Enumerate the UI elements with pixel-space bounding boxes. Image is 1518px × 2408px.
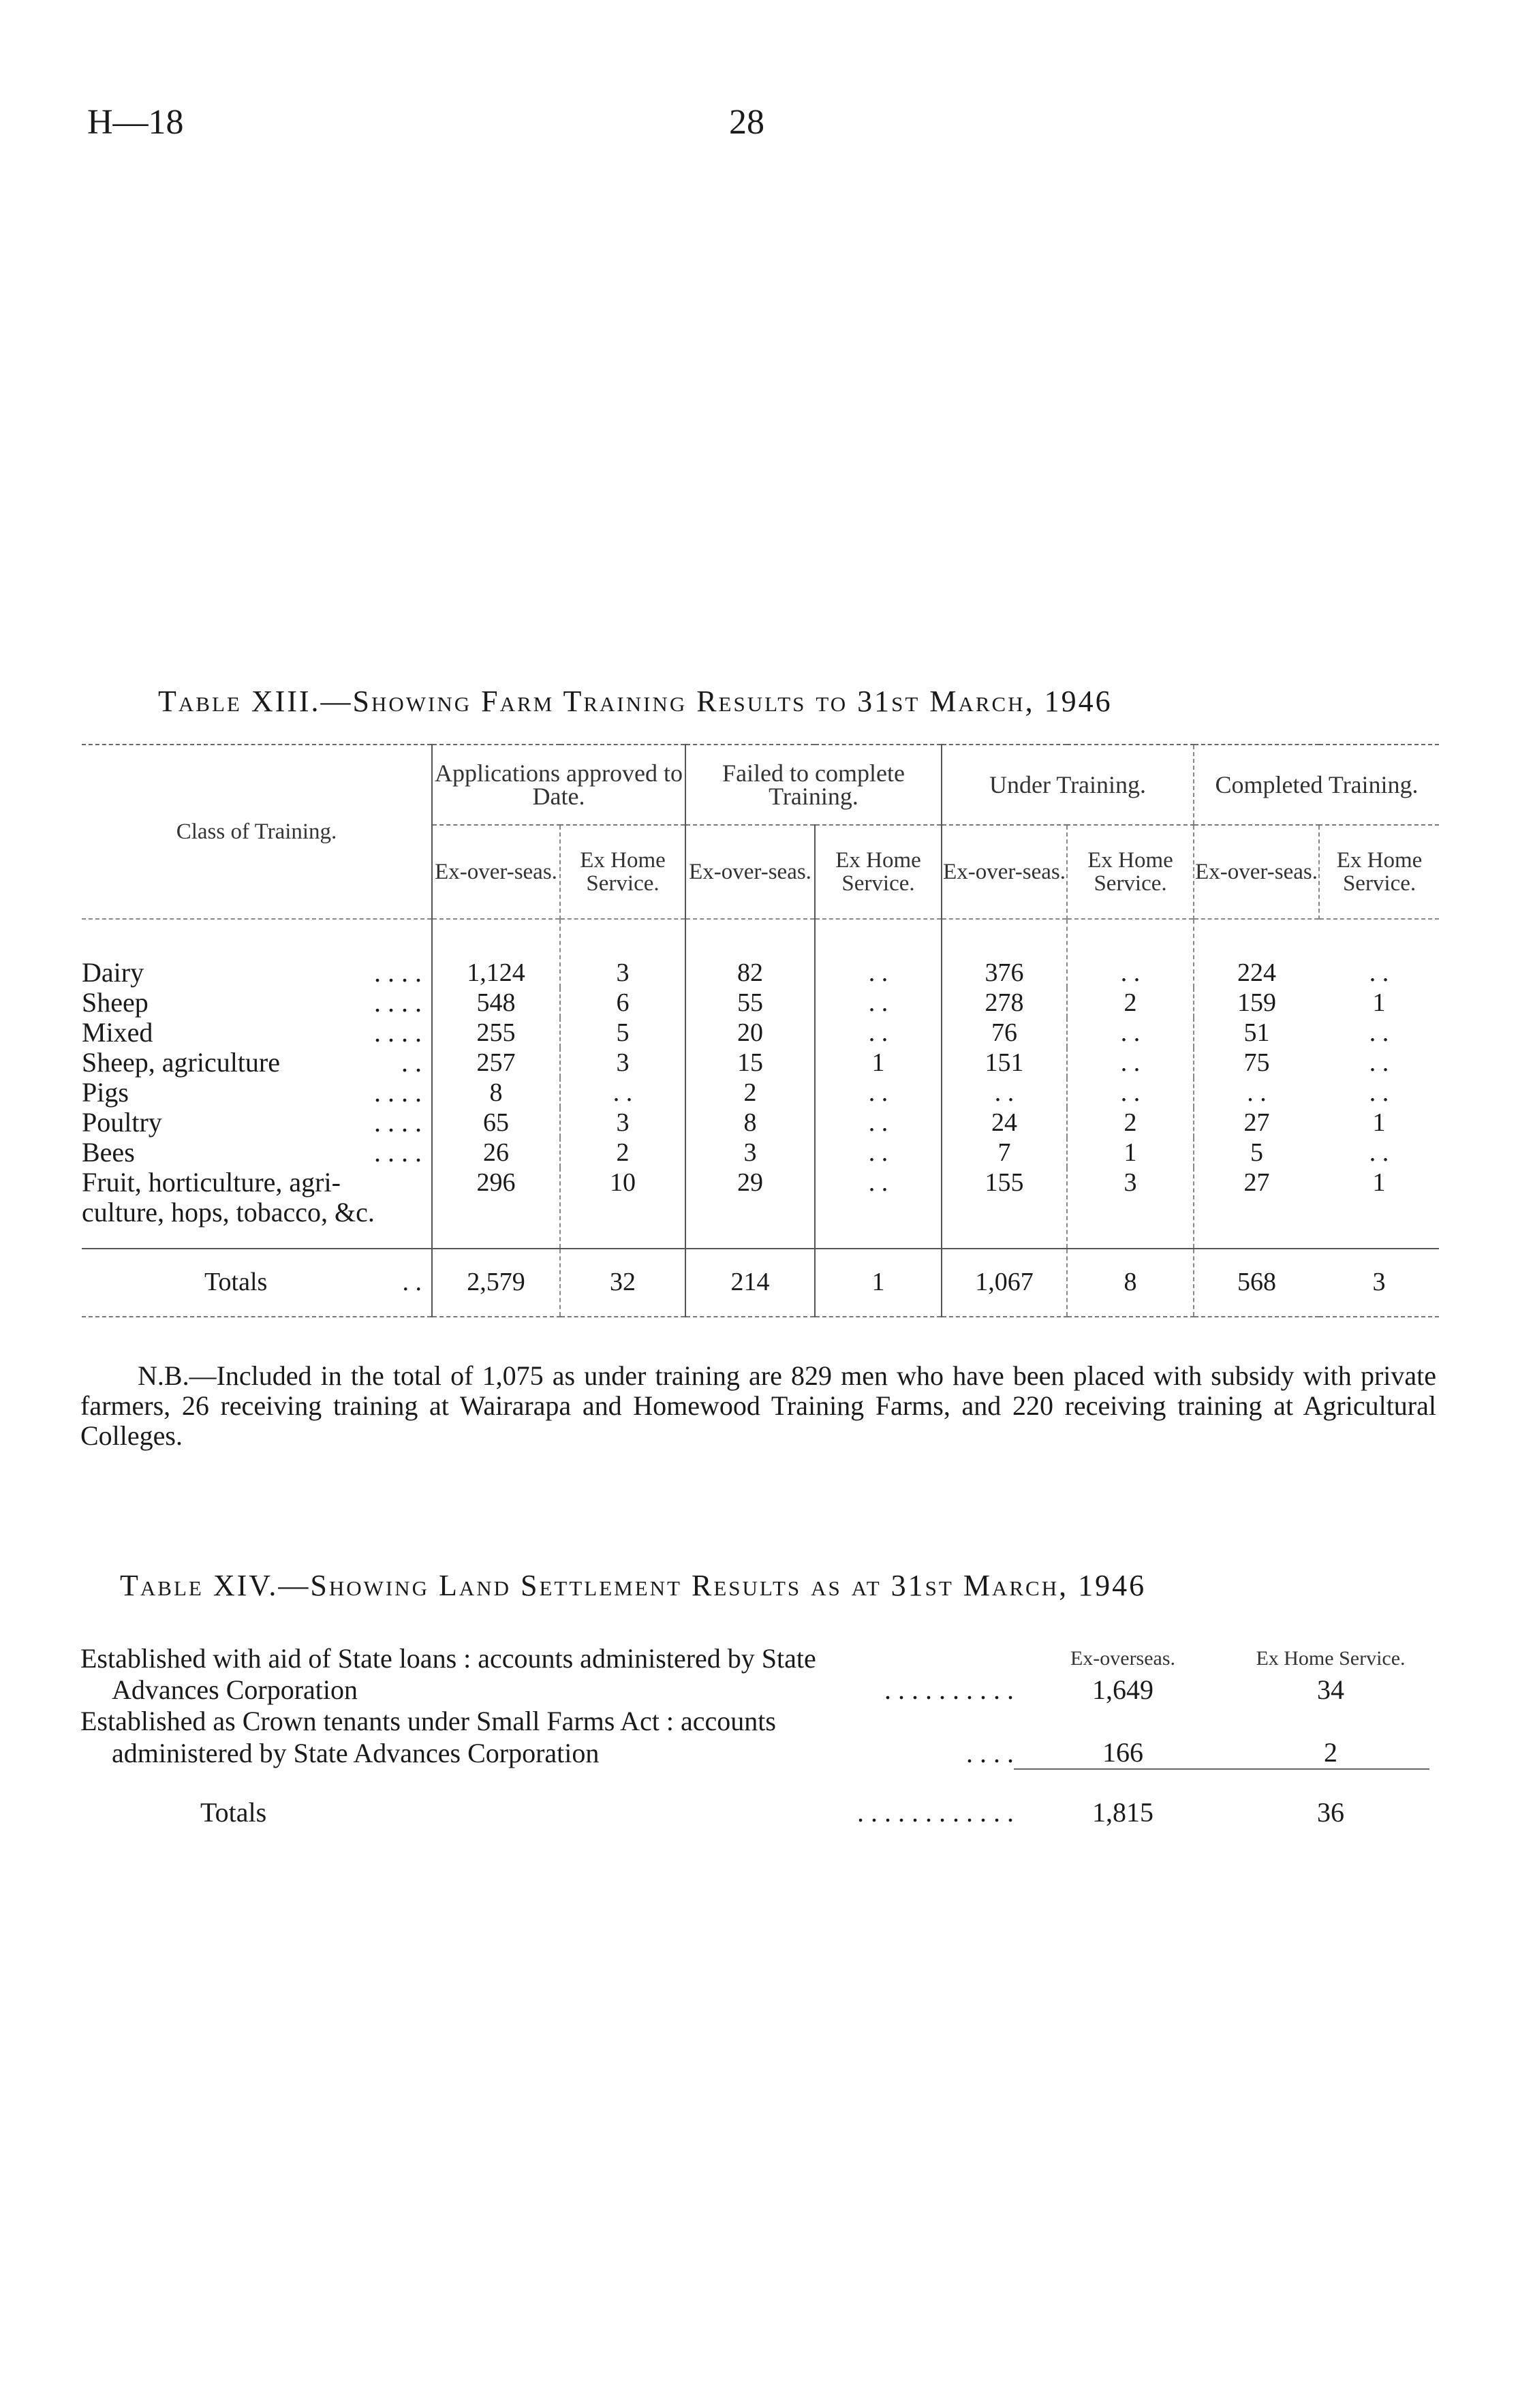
row-label [80, 1737, 1014, 1769]
totals-label: Totals [200, 1797, 267, 1828]
table-row [82, 1168, 1439, 1249]
table-cell: 2 [685, 1078, 815, 1108]
table-cell: 24 [942, 1108, 1067, 1138]
row-label-text: Bees [82, 1137, 135, 1168]
leader-dots: . . . . [966, 1738, 1014, 1768]
land-settlement-table [80, 1643, 1429, 1828]
leader-dots: . . . . [374, 1107, 422, 1138]
table-cell: 8 [685, 1108, 815, 1138]
table-cell: 5 [1194, 1138, 1319, 1168]
table-cell: . . [1369, 1078, 1389, 1107]
table-row [82, 1018, 1439, 1048]
row-label [82, 1249, 432, 1317]
table14-title-prefix: Table XIV. [120, 1569, 279, 1602]
row-label-text: Poultry [82, 1107, 162, 1138]
row-label-text: Advances Corporation [112, 1674, 358, 1705]
farm-training-table [82, 744, 1439, 1317]
row-label [82, 919, 432, 988]
table-row [82, 1108, 1439, 1138]
table-cell: 27 [1194, 1168, 1319, 1249]
table13-title [158, 684, 1113, 719]
row-label-text: Pigs [82, 1077, 129, 1108]
group-header-applications: Applications approved to Date. [432, 745, 685, 825]
table-cell: . . [815, 1138, 942, 1168]
table-cell: 27 [1194, 1108, 1319, 1138]
table-cell: 29 [685, 1168, 815, 1249]
leader-dots: . . . . . . . . . . . . [857, 1797, 1014, 1828]
table-cell: 65 [432, 1108, 560, 1138]
table-cell: 1 [1372, 988, 1386, 1017]
table-cell: 15 [685, 1048, 815, 1078]
row-label-text: Fruit, horticulture, agri-culture, hops, tobacco, &c. [82, 1167, 375, 1228]
subheader-cell: Ex Home Service. [815, 825, 942, 919]
table-cell: 376 [942, 919, 1067, 988]
leader-dots: . . . . [374, 1137, 422, 1168]
row-label-text: Mixed [82, 1017, 153, 1048]
table-cell: 3 [1067, 1168, 1194, 1249]
table-cell: 26 [432, 1138, 560, 1168]
table-cell: 296 [432, 1168, 560, 1249]
row-label-line: Established with aid of State loans : accounts administered by State [80, 1643, 816, 1674]
subheader-cell: Ex-over-seas. [685, 825, 815, 919]
subheader-cell: Ex-over-seas. [942, 825, 1067, 919]
table-cell: 2 [560, 1138, 685, 1168]
table-row [80, 1737, 1429, 1769]
table-cell: 2 [1067, 988, 1194, 1018]
table-row [82, 988, 1439, 1018]
total-cell: 1,067 [942, 1249, 1067, 1317]
leader-dots: . . [402, 1268, 422, 1296]
totals-row [80, 1769, 1429, 1828]
column-header: Ex-overseas. [1070, 1647, 1176, 1670]
subheader-cell: Ex Home Service. [560, 825, 685, 919]
table-cell: . . [560, 1078, 685, 1108]
footnote [80, 1361, 1436, 1451]
table-cell: . . [1369, 1018, 1389, 1047]
table-cell: 76 [942, 1018, 1067, 1048]
row-label [82, 1168, 432, 1249]
row-label [82, 1048, 432, 1078]
table-cell: 1 [1372, 1108, 1386, 1137]
group-header-under-training: Under Training. [942, 745, 1194, 825]
leader-dots: . . . . [374, 957, 422, 988]
table13-title-text: —Showing Farm Training Results to 31st March, 1946 [320, 685, 1113, 718]
class-of-training-header: Class of Training. [82, 745, 432, 919]
leader-dots: . . . . [374, 987, 422, 1018]
table-cell: 1 [1372, 1168, 1386, 1197]
total-cell: 568 [1194, 1249, 1319, 1317]
table-row [80, 1706, 1429, 1737]
table-cell: 3 [685, 1138, 815, 1168]
table-row [82, 1078, 1439, 1108]
table-row [82, 1138, 1439, 1168]
table-cell: 166 [1102, 1737, 1143, 1768]
row-label [80, 1769, 1014, 1828]
table-cell: 1 [815, 1048, 942, 1078]
subheader-cell: Ex-over-seas. [1194, 825, 1319, 919]
table-cell: 5 [560, 1018, 685, 1048]
total-cell: 1 [815, 1249, 942, 1317]
table-cell: 8 [432, 1078, 560, 1108]
row-label [82, 1138, 432, 1168]
table-cell: 10 [560, 1168, 685, 1249]
table-cell: . . [815, 1168, 942, 1249]
table-cell: . . [815, 1018, 942, 1048]
table-cell: 255 [432, 1018, 560, 1048]
table-cell: . . [1369, 1138, 1389, 1167]
group-header-failed: Failed to complete Training. [685, 745, 942, 825]
table-cell: . . [1067, 1078, 1194, 1108]
row-label [82, 1108, 432, 1138]
total-cell: 2,579 [432, 1249, 560, 1317]
table13-title-prefix: Table XIII. [158, 685, 321, 718]
row-label [82, 1078, 432, 1108]
table-cell: 224 [1194, 919, 1319, 988]
table-cell: 3 [560, 1048, 685, 1078]
table-cell: 75 [1194, 1048, 1319, 1078]
table-cell: . . [815, 988, 942, 1018]
table-cell: . . [815, 1108, 942, 1138]
table-row [82, 1048, 1439, 1078]
table-cell: 82 [685, 919, 815, 988]
table-cell: 159 [1194, 988, 1319, 1018]
table14-title [120, 1568, 1146, 1603]
table-cell: 1,124 [432, 919, 560, 988]
row-label-text: Dairy [82, 957, 144, 988]
leader-dots: . . . . . . . . . . [884, 1674, 1014, 1705]
table-cell: 2 [1324, 1737, 1337, 1768]
table-cell: 3 [560, 919, 685, 988]
document-code: H—18 [87, 103, 184, 142]
row-label-text: Sheep [82, 987, 149, 1018]
total-cell: 1,815 [1014, 1769, 1232, 1828]
leader-dots: . . . . [374, 1077, 422, 1108]
total-cell: 8 [1067, 1249, 1194, 1317]
table-cell: 278 [942, 988, 1067, 1018]
table-row [80, 1674, 1429, 1706]
total-cell: 214 [685, 1249, 815, 1317]
table-cell: . . [1194, 1078, 1319, 1108]
subheader-cell: Ex Home Service. [1067, 825, 1194, 919]
table-cell: 155 [942, 1168, 1067, 1249]
table-row [80, 1643, 1429, 1674]
table-cell: . . [1067, 1048, 1194, 1078]
table-cell: . . [1369, 1048, 1389, 1077]
table-cell: . . [1067, 1018, 1194, 1048]
total-cell: 32 [560, 1249, 685, 1317]
table-cell: 548 [432, 988, 560, 1018]
table-cell: . . [1319, 919, 1439, 988]
footnote-text: N.B.—Included in the total of 1,075 as under training are 829 men who have been placed with subsidy with private farmers, 26 receiving training at Wairarapa and Homewood Training Farms, and 220 receiving training at Agricultural Colleges. [80, 1360, 1436, 1451]
totals-label: Totals [204, 1268, 268, 1296]
subheader-cell: Ex Home Service. [1319, 825, 1439, 919]
table-cell: 34 [1317, 1674, 1344, 1705]
row-label [82, 988, 432, 1018]
group-header-completed: Completed Training. [1194, 745, 1439, 825]
row-label-text: administered by State Advances Corporation [112, 1738, 600, 1768]
total-cell: 36 [1232, 1769, 1429, 1828]
table-row [82, 919, 1439, 988]
row-label-line: Established as Crown tenants under Small Farms Act : accounts [80, 1706, 776, 1736]
table-cell: 20 [685, 1018, 815, 1048]
row-label-text: Sheep, agriculture [82, 1047, 280, 1078]
table-cell: 1 [1067, 1138, 1194, 1168]
row-label [80, 1674, 1014, 1706]
totals-row [82, 1249, 1439, 1317]
table-cell: 1,649 [1092, 1674, 1153, 1705]
table-cell: . . [942, 1078, 1067, 1108]
table-cell: . . [815, 919, 942, 988]
table-cell: 151 [942, 1048, 1067, 1078]
total-cell: 3 [1319, 1249, 1439, 1317]
table-cell: 6 [560, 988, 685, 1018]
table-cell: 257 [432, 1048, 560, 1078]
table-cell: 2 [1067, 1108, 1194, 1138]
column-header: Ex Home Service. [1256, 1647, 1406, 1670]
table-cell: 3 [560, 1108, 685, 1138]
subheader-cell: Ex-over-seas. [432, 825, 560, 919]
row-label [82, 1018, 432, 1048]
table-cell: . . [1067, 919, 1194, 988]
table-cell: 7 [942, 1138, 1067, 1168]
table-cell: 55 [685, 988, 815, 1018]
table-cell: 51 [1194, 1018, 1319, 1048]
leader-dots: . . . . [374, 1017, 422, 1048]
table-cell: . . [815, 1078, 942, 1108]
leader-dots: . . [401, 1047, 422, 1078]
page-number: 28 [729, 103, 764, 142]
table14-title-text: —Showing Land Settlement Results as at 31st March, 1946 [278, 1569, 1147, 1602]
